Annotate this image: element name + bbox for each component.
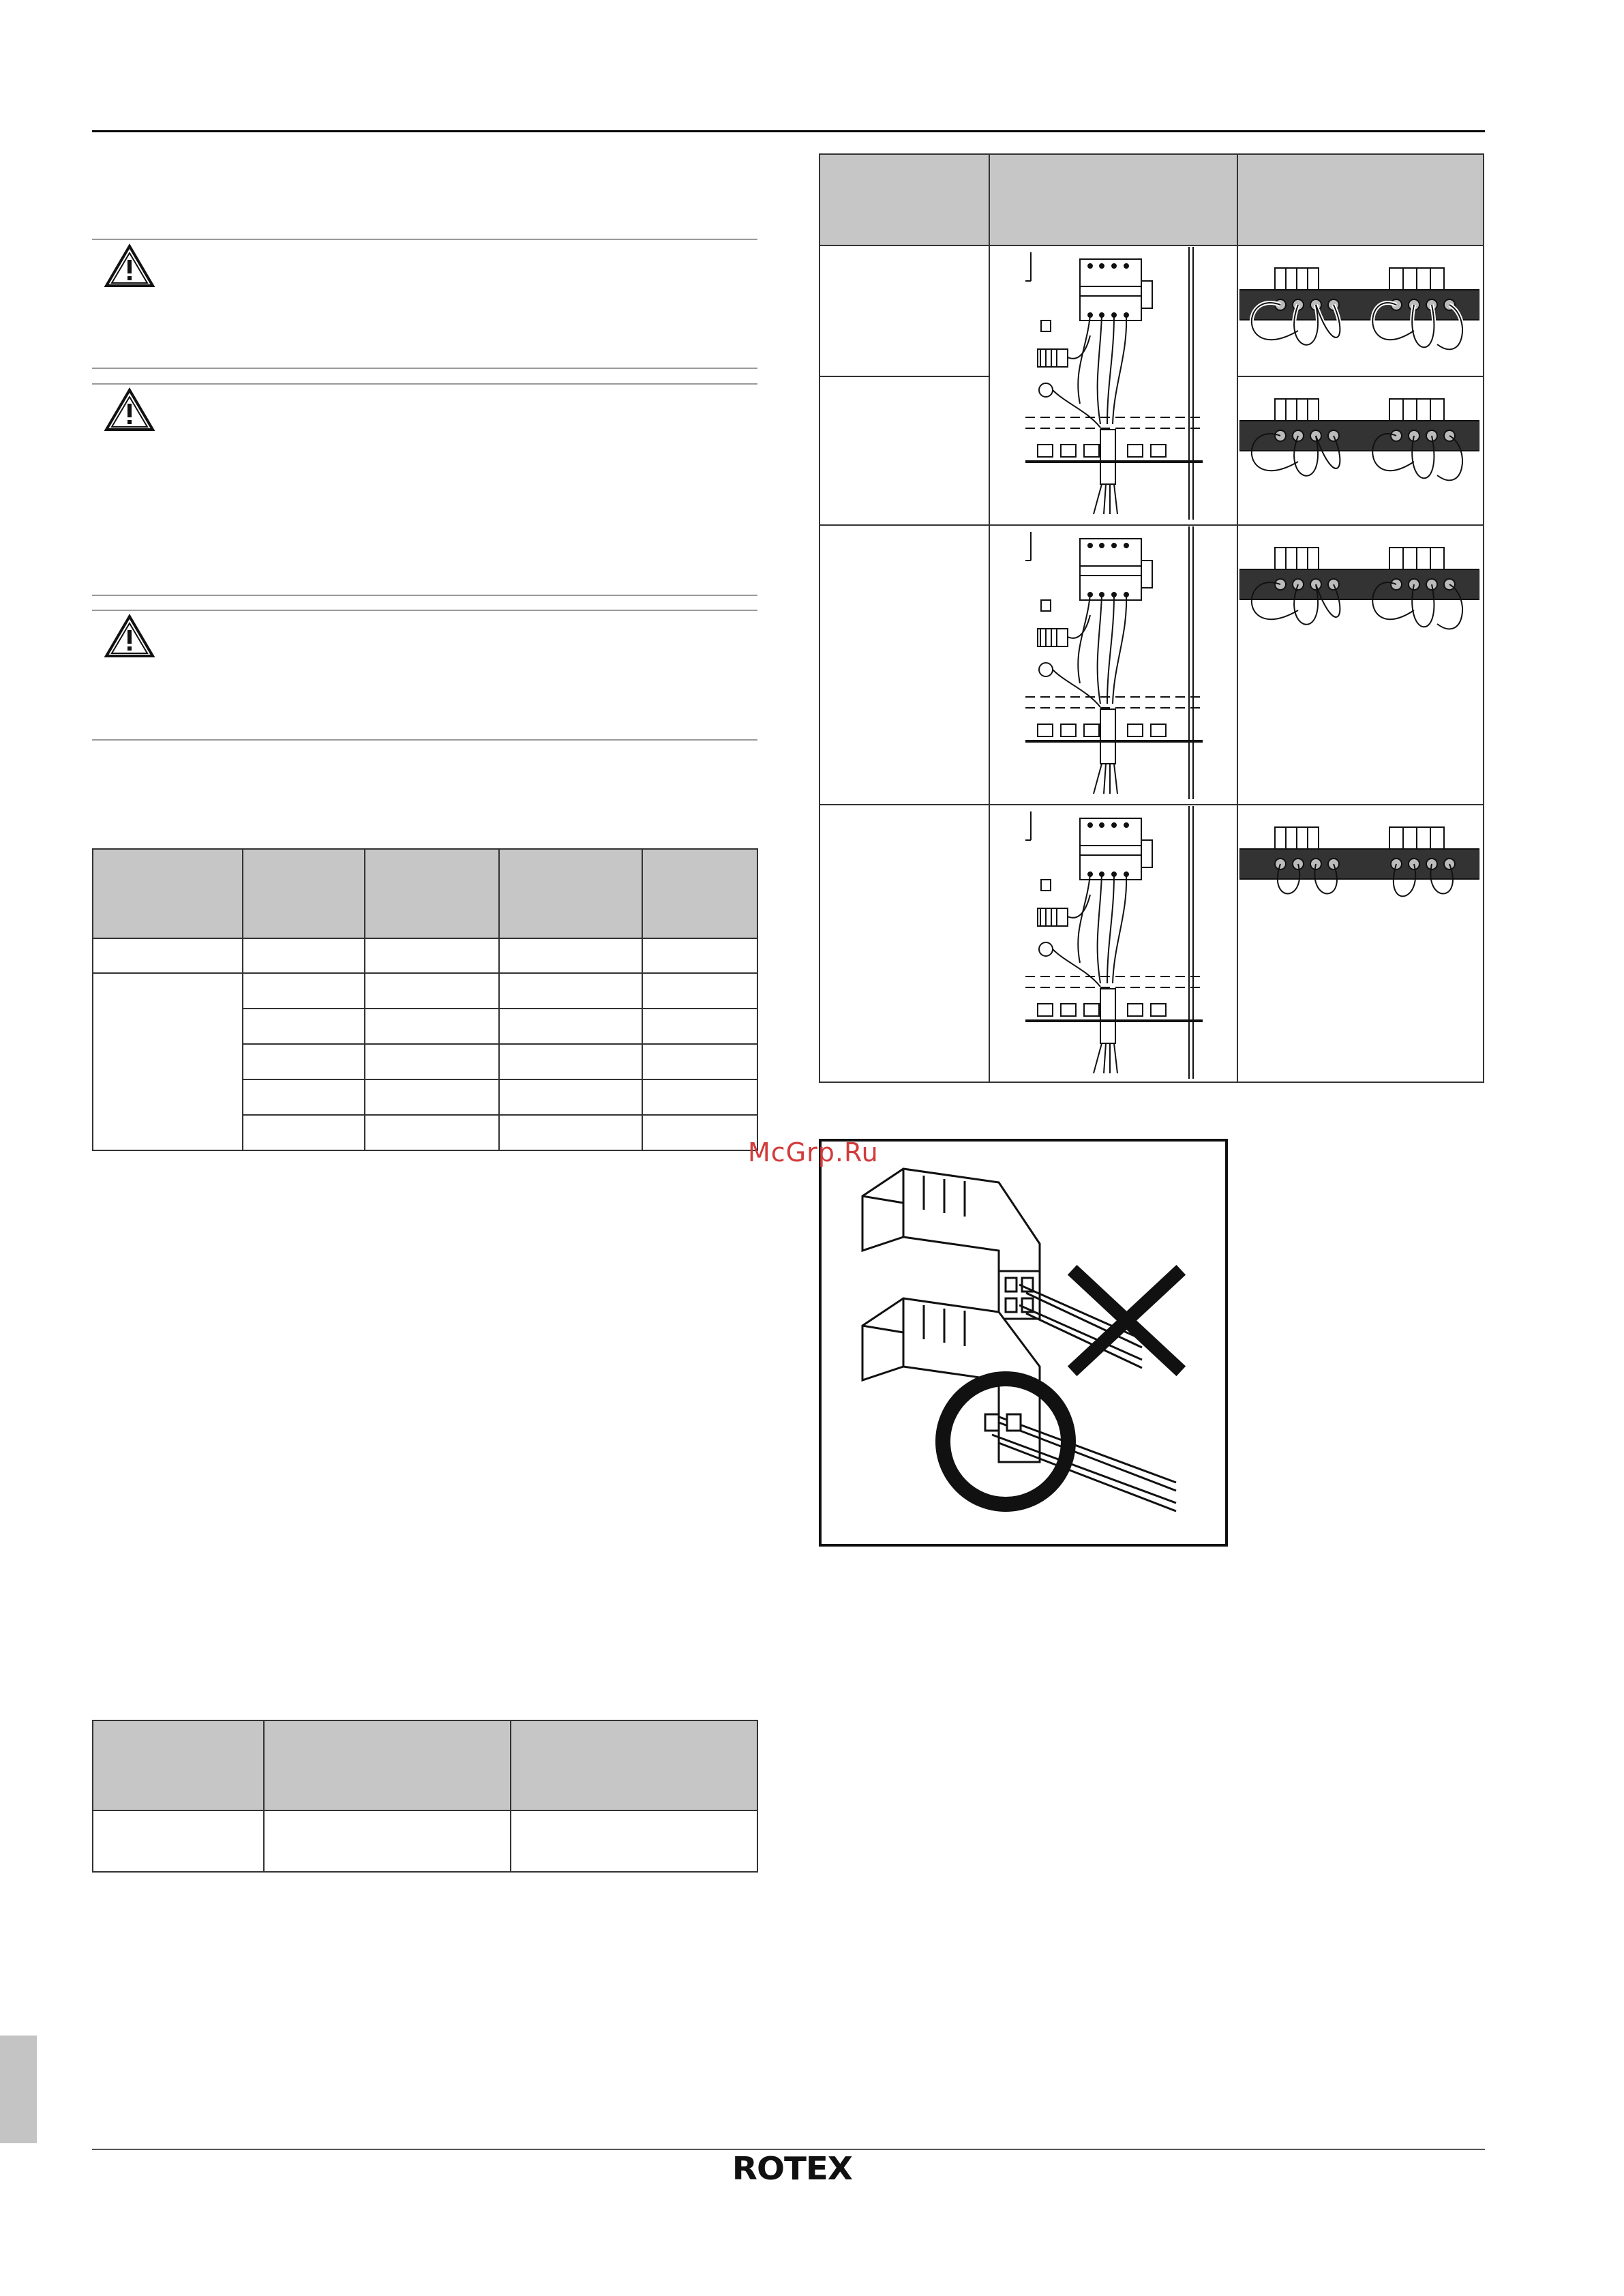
table-header-cell xyxy=(642,849,757,938)
watermark: McGrp.Ru xyxy=(748,1137,879,1167)
terminal-bridge-3 xyxy=(1239,542,1479,651)
warning-triangle-icon xyxy=(104,243,155,288)
terminal-bridge-2 xyxy=(1239,393,1479,503)
warning-rule-bottom-1 xyxy=(92,368,757,369)
table-header-cell xyxy=(511,1720,757,1810)
warning-triangle-icon xyxy=(104,387,155,432)
wiring-diagram-1 xyxy=(1025,247,1203,520)
table-header-cell xyxy=(93,849,243,938)
table-header-cell xyxy=(243,849,365,938)
spec-table xyxy=(92,848,758,1151)
rotex-logo: ROTEX xyxy=(732,2150,852,2187)
terminal-bridge-1 xyxy=(1239,263,1479,372)
terminal-illustration xyxy=(822,1142,1225,1544)
wiring-diagram-3 xyxy=(1025,806,1203,1079)
cable-table xyxy=(92,1720,758,1873)
warning-triangle-icon xyxy=(104,614,155,659)
chapter-side-tab xyxy=(0,2036,37,2143)
table-row xyxy=(93,1810,757,1872)
wiring-diagram-2 xyxy=(1025,526,1203,799)
table-row xyxy=(93,938,757,973)
warning-rule-top-1 xyxy=(92,239,757,240)
table-header-cell xyxy=(264,1720,511,1810)
table-header xyxy=(820,155,1483,245)
warning-rule-top-2 xyxy=(92,383,757,385)
warning-rule-top-3 xyxy=(92,610,757,611)
table-header-cell xyxy=(365,849,499,938)
terminal-bridge-4 xyxy=(1239,822,1479,931)
table-header-cell xyxy=(499,849,642,938)
table-row xyxy=(93,973,757,1009)
table-header-cell xyxy=(93,1720,264,1810)
header-rule xyxy=(92,130,1485,132)
warning-rule-bottom-2 xyxy=(92,595,757,596)
terminal-connection-figure xyxy=(819,1139,1228,1547)
warning-rule-bottom-3 xyxy=(92,739,757,741)
